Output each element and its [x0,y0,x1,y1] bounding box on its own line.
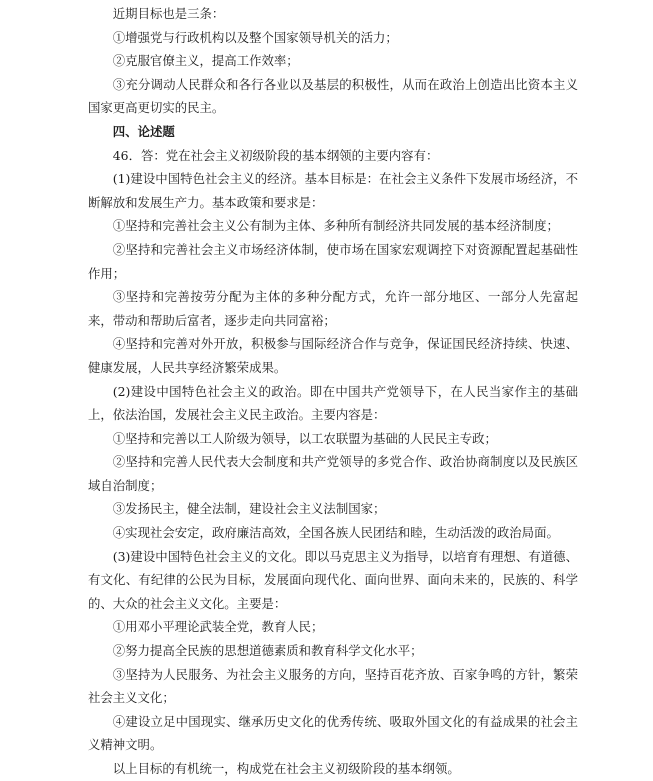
section-heading: 四、论述题 [112,123,175,139]
list-item: ②努力提高全民族的思想道德素质和教育科学文化水平； [112,643,423,659]
list-item: ②克服官僚主义，提高工作效率； [112,53,299,69]
list-item: ①增强党与行政机构以及整个国家领导机关的活力； [112,29,398,45]
paragraph: 近期目标也是三条： [112,6,225,21]
paragraph: (3)建设中国特色社会主义的文化。即以马克思主义为指导，以培育有理想、有道德、有文化、有纪律的公民为目标，发展面向现代化、面向世界、面向未来的，民族的、科学的、大众的社会主义文化。主要是： [88,548,578,611]
closing-paragraph: 以上目标的有机统一，构成党在社会主义初级阶段的基本纲领。 [112,761,460,776]
paragraph: (1)建设中国特色社会主义的经济。基本目标是：在社会主义条件下发展市场经济，不断解放和发展生产力。基本政策和要求是： [88,171,578,210]
list-item: ①坚持和完善社会主义公有制为主体、多种所有制经济共同发展的基本经济制度； [112,218,559,234]
list-item: ④坚持和完善对外开放，积极参与国际经济合作与竞争，保证国民经济持续、快速、健康发展，人民共享经济繁荣成果。 [88,336,578,375]
list-item: ③发扬民主，健全法制，建设社会主义法制国家； [112,501,386,517]
list-item: ②坚持和完善社会主义市场经济体制，使市场在国家宏观调控下对资源配置起基础性作用； [88,241,578,281]
list-item: ③充分调动人民群众和各行各业以及基层的积极性，从而在政治上创造出比资本主义国家更高更切实的民主。 [88,76,578,116]
list-item: ①用邓小平理论武装全党，教育人民； [112,619,324,635]
list-item: ①坚持和完善以工人阶级为领导，以工农联盟为基础的人民民主专政； [112,430,497,446]
list-item: ③坚持为人民服务、为社会主义服务的方向，坚持百花齐放、百家争鸣的方针，繁荣社会主义文化； [88,666,578,706]
answer-intro: 46．答：党在社会主义初级阶段的基本纲领的主要内容有： [112,147,439,163]
list-item: ③坚持和完善按劳分配为主体的多种分配方式，允许一部分地区、一部分人先富起来，带动和帮助后富者，逐步走向共同富裕； [88,289,578,328]
list-item: ④实现社会安定，政府廉洁高效，全国各族人民团结和睦，生动活泼的政治局面。 [112,525,559,541]
document-page [88,2,578,781]
list-item: ②坚持和完善人民代表大会制度和共产党领导的多党合作、政治协商制度以及民族区域自治制度； [88,454,578,493]
paragraph: (2)建设中国特色社会主义的政治。即在中国共产党领导下，在人民当家作主的基础上，依法治国，发展社会主义民主政治。主要内容是： [88,383,578,423]
list-item: ④建设立足中国现实、继承历史文化的优秀传统、吸取外国文化的有益成果的社会主义精神文明。 [88,713,578,753]
